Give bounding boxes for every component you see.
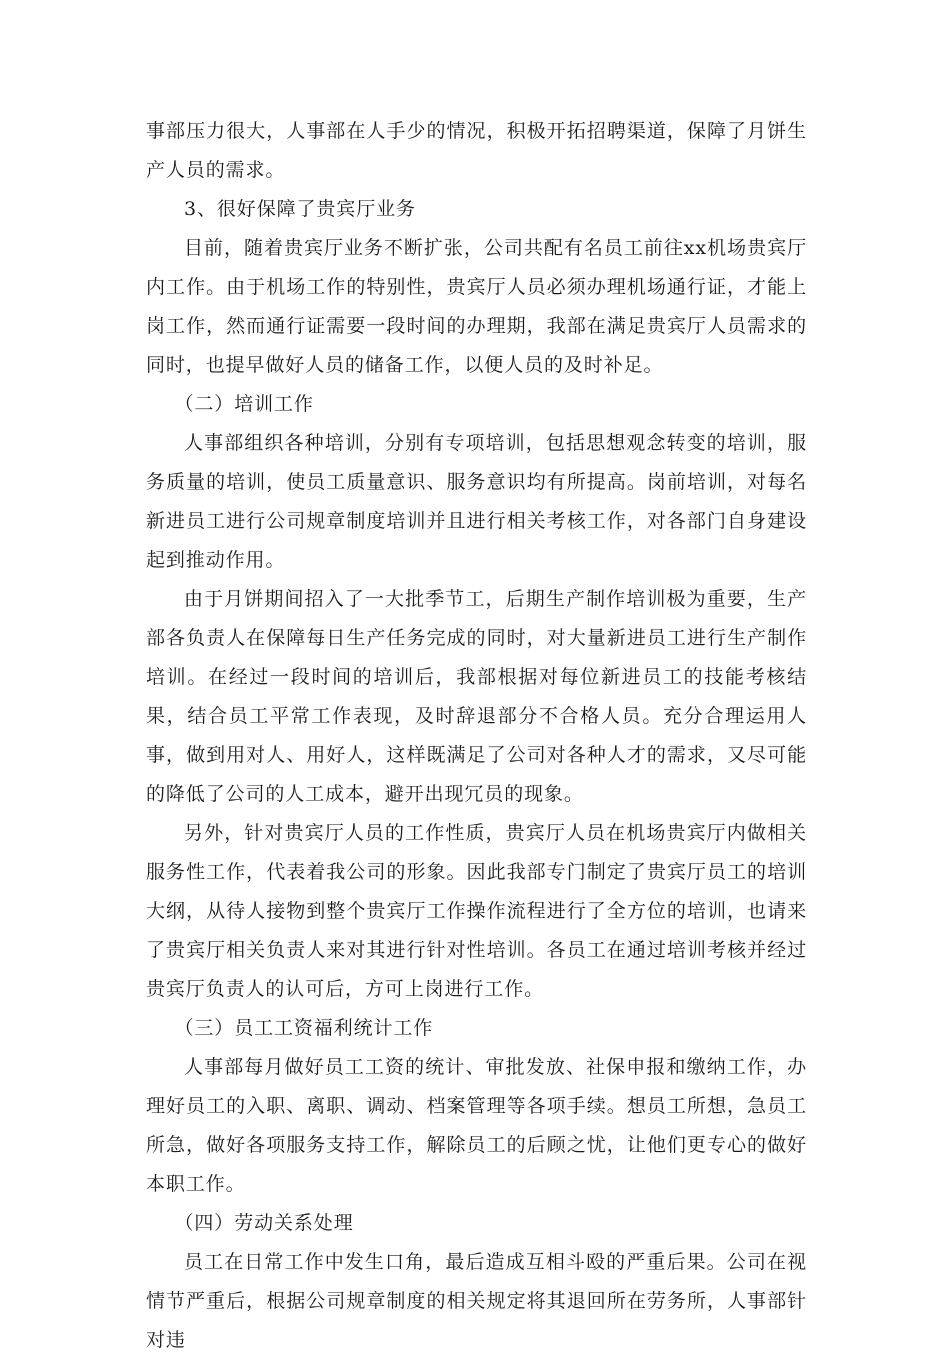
section-heading-training: （二）培训工作 [174,393,314,415]
paragraph-vip-training: 另外，针对贵宾厅人员的工作性质，贵宾厅人员在机场贵宾厅内做相关服务性工作，代表着我公司的形象。因此我部专门制定了贵宾厅员工的培训大纲，从待人接物到整个贵宾厅工作操作流程进行了全方位的培训，也请来了贵宾厅相关负责人来对其进行针对性培训。各员工在通过培训考核并经过贵宾厅负责人的认可后，方可上岗进行工作。 [146,822,807,1000]
section-heading-labor-relations: （四）劳动关系处理 [174,1212,354,1234]
subheading-vip-lounge: 3、很好保障了贵宾厅业务 [184,198,416,220]
paragraph-vip-lounge: 目前，随着贵宾厅业务不断扩张，公司共配有名员工前往xx机场贵宾厅内工作。由于机场工作的特别性，贵宾厅人员必须办理机场通行证，才能上岗工作，然而通行证需要一段时间的办理期，我部在满足贵宾厅人员需求的同时，也提早做好人员的储备工作，以便人员的及时补足。 [146,237,807,376]
paragraph-seasonal-training: 由于月饼期间招入了一大批季节工，后期生产制作培训极为重要，生产部各负责人在保障每日生产任务完成的同时，对大量新进员工进行生产制作培训。在经过一段时间的培训后，我部根据对每位新进员工的技能考核结果，结合员工平常工作表现，及时辞退部分不合格人员。充分合理运用人事，做到用对人、用好人，这样既满足了公司对各种人才的需求，又尽可能的降低了公司的人工成本，避开出现冗员的现象。 [146,588,807,805]
paragraph-training-types: 人事部组织各种培训，分别有专项培训，包括思想观念转变的培训，服务质量的培训，使员工质量意识、服务意识均有所提高。岗前培训，对每名新进员工进行公司规章制度培训并且进行相关考核工作，对各部门自身建设起到推动作用。 [146,432,807,571]
paragraph-continuation: 事部压力很大，人事部在人手少的情况，积极开拓招聘渠道，保障了月饼生产人员的需求。 [146,120,807,181]
paragraph-payroll: 人事部每月做好员工工资的统计、审批发放、社保申报和缴纳工作，办理好员工的入职、离职、调动、档案管理等各项手续。想员工所想，急员工所急，做好各项服务支持工作，解除员工的后顾之忧，让他们更专心的做好本职工作。 [146,1056,807,1195]
section-heading-payroll: （三）员工工资福利统计工作 [174,1017,434,1039]
paragraph-labor-relations: 员工在日常工作中发生口角，最后造成互相斗殴的严重后果。公司在视情节严重后，根据公司规章制度的相关规定将其退回所在劳务所，人事部针对违 [146,1251,807,1351]
